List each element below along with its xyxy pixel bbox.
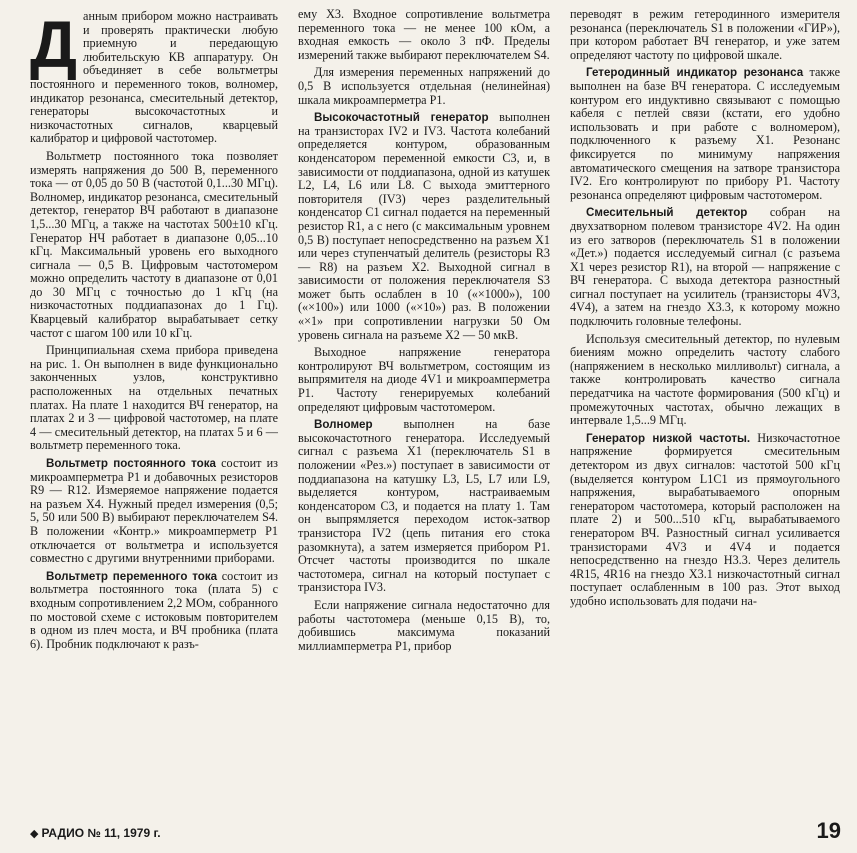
gir-mode-continued: переводят в режим гетеродинного измерителя резонанса (переключатель S1 в положении «ГИР»), при котором работает ВЧ генератор, и уже затем определяют частоту по цифровой шкале.: [570, 7, 840, 62]
wavemeter-paragraph: Волномер выполнен на базе высокочастотного генератора. Исследуемый сигнал с разъема X1 (переключатель S1 в положении «Рез.») поступает в зависимости от поддиапазона на катушку L3, L5, L7 или L9, выделяется контуром, настраиваемым конденсатором C3, и подается на плату 1. Там он выпрямляется переходом исток-затвор транзистора IV2 (цепь питания его стока разомкнута), а затем измеряется прибором P1. Отсчет частоты производится по шкале частотомера, сигнал на который поступает с транзистора IV3.: [298, 417, 550, 595]
text-column-1: [30, 7, 278, 655]
section-heading: Смесительный детектор: [586, 206, 748, 220]
mixer-detector-paragraph: Смесительный детектор собран на двухзатворном полевом транзисторе 4V2. На один из его затворов (переключатель S1 в положении «Дет.») подается исследуемый сигнал (с разъема X1 через резистор R1), на второй — напряжение с ВЧ генератора. С выхода детектора разностный сигнал поступает на усилитель (транзисторы 4V3, 4V4), а затем на гнездо X3.3, к которому можно подключить головные телефоны.: [570, 205, 840, 329]
ac-voltmeter-continued: ему X3. Входное сопротивление вольтметра переменного тока — не менее 100 кОм, а входная емкость — около 3 пФ. Пределы измерений также выбирают переключателем S4.: [298, 7, 550, 62]
ac-voltmeter-paragraph: Вольтметр переменного тока состоит из вольтметра постоянного тока (плата 5) с входным сопротивлением 2,2 МОм, собранного по мостовой схеме с истоковым повторителем в одном из плеч моста, и ВЧ пробника (плата 6). Пробник подключают к разъ-: [30, 568, 278, 651]
text-column-2: [298, 8, 550, 657]
zero-beat-paragraph: Используя смесительный детектор, по нулевым биениям можно определить частоту слабого (напряжением в несколько милливольт) сигнала, а также контролировать качество сигнала передатчика на частоте формирования (500 кГц) и промежуточных частотах, обычно лежащих в интервале 1,5...9 МГц.: [570, 331, 840, 428]
drop-cap: Д: [30, 7, 78, 81]
section-heading: Высокочастотный генератор: [314, 111, 489, 125]
specs-paragraph: Вольтметр постоянного тока позволяет измерять напряжения до 500 В, переменного тока — от 0,05 до 50 В (частотой 0,1...30 МГц). Волномер, индикатор резонанса, смесительный детектор, генератор ВЧ работают в диапазоне 1,5...30 МГц, а также на частотах 500±10 кГц. Генератор НЧ работает в диапазоне 0,05...10 кГц. Максимальный уровень его выходного сигнала — 0,5 В. Цифровым частотомером можно определить частоту в диапазоне от 0,01 до 30 МГц с точностью до 1 кГц (на низкочастотных поддиапазонах до 1 Гц). Кварцевый калибратор вырабатывает сетку частот с шагом 100 или 10 кГц.: [30, 148, 278, 340]
resonance-indicator-paragraph: Гетеродинный индикатор резонанса также выполнен на базе ВЧ генератора. С исследуемым контуром его индуктивно связывают с помощью кабеля с петлей связи (кстати, его удобно использовать и при работе с волномером), подключенного к разъему X1. Резонанс фиксируется по минимуму напряжения автоматического смещения на затворе транзистора IV2. Его контролируют по прибору P1. Частоту резонанса определяют цифровым частотомером.: [570, 65, 840, 202]
section-heading: Вольтметр переменного тока: [46, 569, 218, 583]
text-column-3: [570, 8, 840, 613]
section-heading: Генератор низкой частоты.: [586, 431, 751, 445]
output-voltage-paragraph: Выходное напряжение генератора контролируют ВЧ вольтметром, состоящим из выпрямителя на диоде 4V1 и микроамперметра P1. Частоту генерируемых колебаний определяют цифровым частотомером.: [298, 345, 550, 414]
magazine-issue: РАДИО № 11, 1979 г.: [41, 826, 161, 840]
page-number: 19: [816, 818, 841, 843]
intro-paragraph: Данным прибором можно настраивать и проверять практически любую приемную и передающую любительскую КВ аппаратуру. Он объединяет в себе вольтметры постоянного и переменного токов, волномер, индикатор резонанса, смесительный детектор, генераторы высокочастотных и низкочастотных сигналов, кварцевый калибратор и цифровой частотомер.: [30, 7, 278, 146]
section-heading: Вольтметр постоянного тока: [46, 457, 216, 470]
schematic-paragraph: Принципиальная схема прибора приведена на рис. 1. Он выполнен в виде функционально законченных узлов, конструктивно расположенных на отдельных печатных платах. На плате 1 находится ВЧ генератор, на платах 2 и 3 — цифровой частотомер, на плате 4 — смесительный детектор, на платах 5 и 6 — вольтметр переменного тока.: [30, 343, 278, 453]
dc-voltmeter-paragraph: Вольтметр постоянного тока состоит из микроамперметра P1 и добавочных резисторов R9 — R12. Измеряемое напряжение подается на разъем X4. Нужный предел измерения (0,5; 5, 50 или 500 В) выбирают переключателем S4. В положении «Контр.» микроамперметр P1 отключается от вольтметра и используется совместно с другими внутренними приборами.: [30, 456, 278, 566]
nonlinear-scale-paragraph: Для измерения переменных напряжений до 0,5 В используется отдельная (нелинейная) шкала микроамперметра P1.: [298, 65, 550, 107]
section-heading: Волномер: [314, 418, 373, 432]
section-heading: Гетеродинный индикатор резонанса: [586, 66, 804, 80]
hf-generator-paragraph: Высокочастотный генератор выполнен на транзисторах IV2 и IV3. Частота колебаний определяется контуром, образованным конденсатором переменной емкости C3, и, в зависимости от поддиапазона, одной из катушек L2, L4, L6 или L8. С выхода эмиттерного повторителя (IV3) через разделительный конденсатор C1 сигнал подается на переменный резистор R1, а с него (с максимальным уровнем 0,5 В) поступает непосредственно на разъем X1 или через ступенчатый делитель (резисторы R3 — R8) на разъем X2. Выходной сигнал в зависимости от положения переключателя S3 может быть ослаблен в 10 («×1000»), 100 («×100») или 1000 («×10») раз. В положении «×1» при сопротивлении нагрузки 50 Ом уровень сигнала на разъеме X2 — 50 мкВ.: [298, 110, 550, 342]
footer-magazine-info: [30, 826, 161, 840]
diamond-icon: ◆: [30, 828, 39, 840]
low-signal-paragraph: Если напряжение сигнала недостаточно для работы частотомера (меньше 0,15 В), то, добившись максимума показаний миллиамперметра P1, прибор: [298, 597, 550, 653]
lf-generator-paragraph: Генератор низкой частоты. Низкочастотное напряжение формируется смесительным детектором из двух сигналов: частотой 500 кГц (выделяется контуром L1C1 из прямоугольного напряжения, вырабатываемого опорным генератором частотомера, который расположен на плате 2) и 500...510 кГц, вырабатываемого генератором ВЧ. Разностный сигнал усиливается транзисторами 4V3 и 4V4 и подается непосредственно на гнездо H3.3. Через делитель 4R15, 4R16 на гнездо X3.1 низкочастотный сигнал поступает ослабленным в 100 раз. Этот выход удобно использовать для подачи на-: [570, 430, 840, 608]
